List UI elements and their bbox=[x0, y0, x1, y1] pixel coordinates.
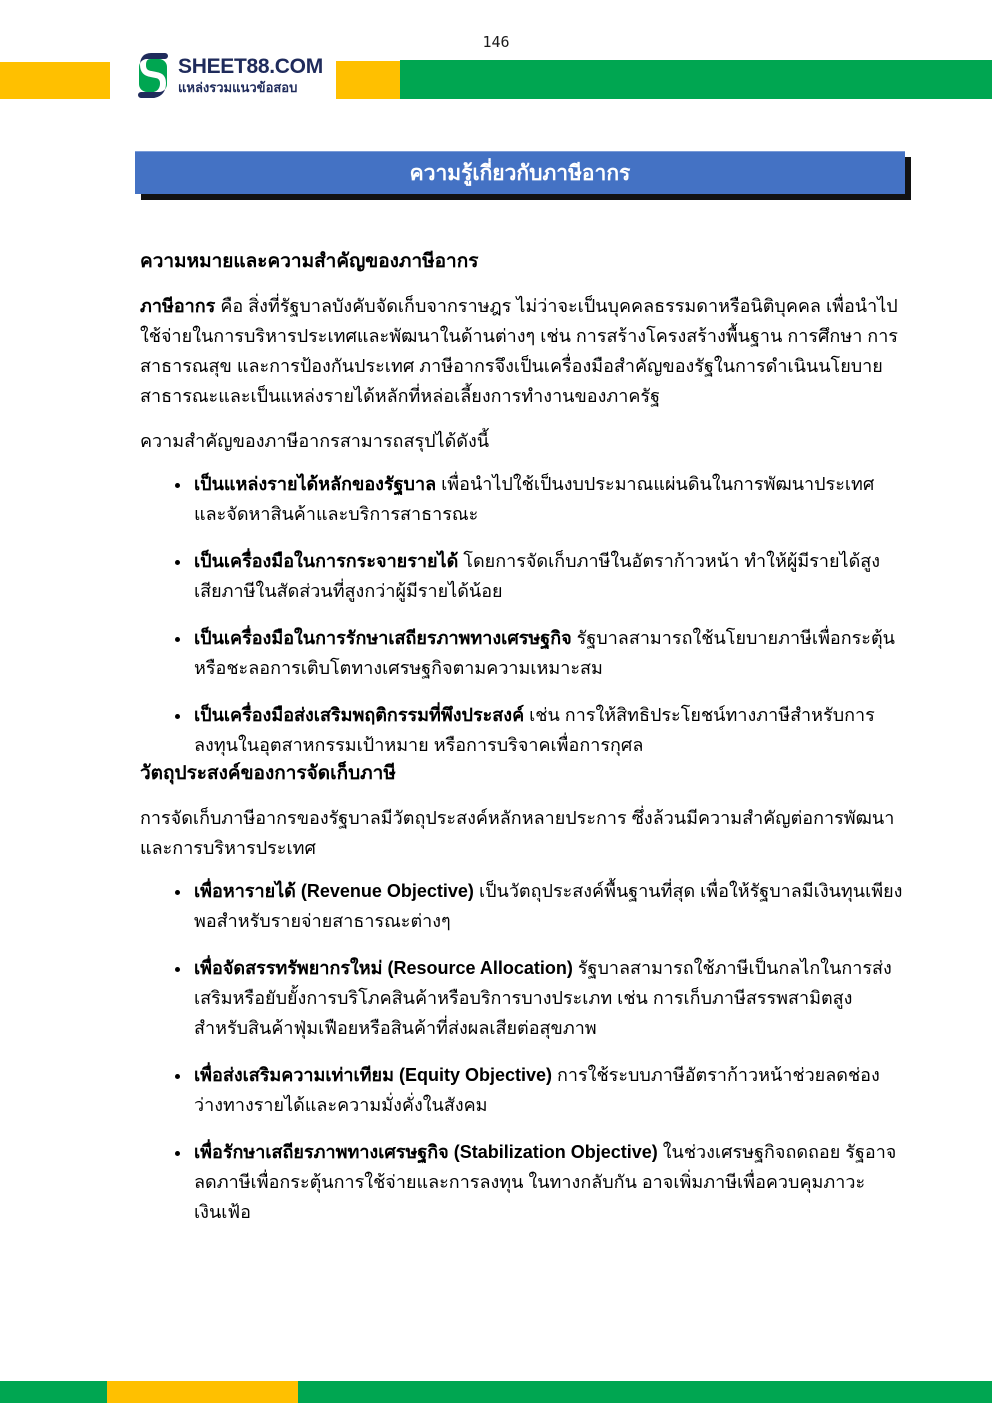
list-item bbox=[192, 1137, 906, 1227]
page-number: 146 bbox=[482, 33, 510, 51]
list-item bbox=[192, 953, 906, 1043]
logo-brand: SHEET88.COM bbox=[178, 55, 323, 79]
title-banner-text: ความรู้เกี่ยวกับภาษีอากร bbox=[409, 161, 631, 185]
list-item bbox=[192, 623, 906, 683]
footer-bar-green-right bbox=[298, 1381, 992, 1403]
objectives-paragraph: การจัดเก็บภาษีอากรของรัฐบาลมีวัตถุประสงค์หลักหลายประการ ซึ่งล้วนมีความสำคัญต่อการพัฒนาและการบริหารประเทศ bbox=[140, 808, 895, 858]
header-bar-yellow-mid bbox=[336, 61, 400, 99]
bullet-bold-phrase: เพื่อจัดสรรทรัพยากรใหม่ (Resource Allocation) bbox=[194, 958, 573, 978]
document-body bbox=[140, 248, 906, 1227]
importance-lead-line: ความสำคัญของภาษีอากรสามารถสรุปได้ดังนี้ bbox=[140, 431, 490, 451]
section-heading-meaning: ความหมายและความสำคัญของภาษีอากร bbox=[140, 251, 479, 272]
list-item bbox=[192, 469, 906, 529]
intro-paragraph bbox=[140, 291, 906, 411]
bullet-bold-phrase: เป็นเครื่องมือส่งเสริมพฤติกรรมที่พึงประสงค์ bbox=[194, 705, 525, 725]
bullet-text: รัฐบาลสามารถใช้นโยบายภาษีเพื่อกระตุ้นหรือชะลอการเติบโตทางเศรษฐกิจตามความเหมาะสม bbox=[194, 628, 895, 678]
bullet-bold-phrase: เพื่อส่งเสริมความเท่าเทียม (Equity Objective) bbox=[194, 1065, 552, 1085]
bullet-bold-phrase: เป็นแหล่งรายได้หลักของรัฐบาล bbox=[194, 474, 437, 494]
list-item bbox=[192, 1060, 906, 1120]
list-item bbox=[192, 876, 906, 936]
section-heading-objectives: วัตถุประสงค์ของการจัดเก็บภาษี bbox=[140, 763, 396, 784]
bullet-text: โดยการจัดเก็บภาษีในอัตราก้าวหน้า ทำให้ผู้มีรายได้สูงเสียภาษีในสัดส่วนที่สูงกว่าผู้มีรายได้น้อย bbox=[194, 551, 881, 601]
bullet-text: เป็นวัตถุประสงค์พื้นฐานที่สุด เพื่อให้รัฐบาลมีเงินทุนเพียงพอสำหรับรายจ่ายสาธารณะต่างๆ bbox=[194, 881, 903, 931]
logo-tagline: แหล่งรวมแนวข้อสอบ bbox=[178, 80, 298, 96]
footer-bar-green-left bbox=[0, 1381, 107, 1403]
footer-bar-yellow bbox=[107, 1381, 298, 1403]
bullet-text: เพื่อนำไปใช้เป็นงบประมาณแผ่นดินในการพัฒนาประเทศและจัดหาสินค้าและบริการสาธารณะ bbox=[194, 474, 875, 524]
bullet-bold-phrase: เพื่อหารายได้ (Revenue Objective) bbox=[194, 881, 474, 901]
intro-paragraph-text: คือ สิ่งที่รัฐบาลบังคับจัดเก็บจากราษฎร ไม่ว่าจะเป็นบุคคลธรรมดาหรือนิติบุคคล เพื่อนำไปใช้จ่ายในการบริหารประเทศและพัฒนาในด้านต่างๆ เช่น การสร้างโครงสร้างพื้นฐาน การศึกษา การสาธารณสุข และการป้องกันประเทศ ภาษีอากรจึงเป็นเครื่องมือสำคัญของรัฐในการดำเนินนโยบายสาธารณะและเป็นแหล่งรายได้หลักที่หล่อเลี้ยงการทำงานของภาครัฐ bbox=[140, 296, 898, 406]
bullet-bold-phrase: เป็นเครื่องมือในการรักษาเสถียรภาพทางเศรษฐกิจ bbox=[194, 628, 572, 648]
intro-paragraph-lead-term: ภาษีอากร bbox=[140, 296, 216, 316]
logo-text bbox=[178, 56, 323, 95]
bullet-text: ในช่วงเศรษฐกิจถดถอย รัฐอาจลดภาษีเพื่อกระตุ้นการใช้จ่ายและการลงทุน ในทางกลับกัน อาจเพิ่มภาษีเพื่อควบคุมภาวะเงินเฟ้อ bbox=[194, 1142, 897, 1222]
importance-bullet-list bbox=[140, 469, 906, 760]
bullet-text: รัฐบาลสามารถใช้ภาษีเป็นกลไกในการส่งเสริมหรือยับยั้งการบริโภคสินค้าหรือบริการบางประเภท เช่น การเก็บภาษีสรรพสามิตสูงสำหรับสินค้าฟุ่มเฟือยหรือสินค้าที่ส่งผลเสียต่อสุขภาพ bbox=[194, 958, 892, 1038]
bullet-text: การใช้ระบบภาษีอัตราก้าวหน้าช่วยลดช่องว่างทางรายได้และความมั่งคั่งในสังคม bbox=[194, 1065, 880, 1115]
objectives-bullet-list bbox=[140, 876, 906, 1227]
bullet-bold-phrase: เพื่อรักษาเสถียรภาพทางเศรษฐกิจ (Stabilization Objective) bbox=[194, 1142, 658, 1162]
list-item bbox=[192, 546, 906, 606]
sheet88-logo bbox=[136, 52, 323, 99]
header-bar-green bbox=[400, 60, 992, 99]
header-bar-yellow-left bbox=[0, 62, 110, 99]
list-item bbox=[192, 700, 906, 760]
bullet-bold-phrase: เป็นเครื่องมือในการกระจายรายได้ bbox=[194, 551, 459, 571]
sheet88-s-icon bbox=[136, 52, 170, 99]
bullet-text: เช่น การให้สิทธิประโยชน์ทางภาษีสำหรับการลงทุนในอุตสาหกรรมเป้าหมาย หรือการบริจาคเพื่อการกุศล bbox=[194, 705, 875, 755]
title-banner bbox=[135, 151, 905, 194]
